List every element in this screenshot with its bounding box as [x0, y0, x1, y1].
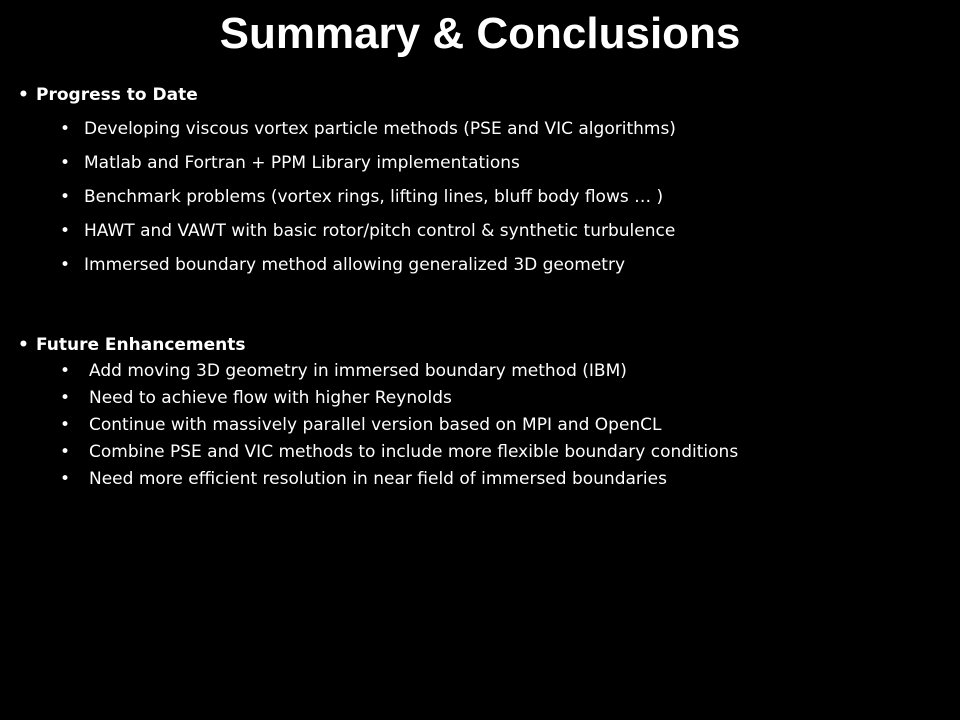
bullet-list [0, 117, 960, 277]
list-item-text: Developing viscous vortex particle methods (PSE and VIC algorithms) [84, 119, 676, 139]
bullet-icon: • [60, 153, 71, 173]
list-item-text: Combine PSE and VIC methods to include more flexible boundary conditions [89, 442, 739, 462]
list-item [0, 359, 960, 383]
list-item [0, 440, 960, 464]
list-item-text: Immersed boundary method allowing generalized 3D geometry [84, 255, 626, 275]
list-item-text: Need more efficient resolution in near field of immersed boundaries [89, 469, 667, 489]
bullet-icon: • [60, 221, 71, 241]
section-progress-to-date [0, 83, 960, 287]
slide-title: Summary & Conclusions [219, 9, 741, 58]
list-item [0, 386, 960, 410]
bullet-icon: • [60, 469, 71, 489]
list-item-text: Benchmark problems (vortex rings, lifting lines, bluff body flows … ) [84, 187, 664, 207]
bullet-icon: • [60, 255, 71, 275]
list-item-text: HAWT and VAWT with basic rotor/pitch control & synthetic turbulence [84, 221, 676, 241]
list-item-text: Need to achieve flow with higher Reynolds [89, 388, 452, 408]
bullet-icon: • [60, 361, 71, 381]
bullet-icon: • [60, 388, 71, 408]
bullet-icon: • [60, 119, 71, 139]
bullet-icon: • [60, 442, 71, 462]
list-item [0, 219, 960, 243]
bullet-icon: • [60, 187, 71, 207]
list-item [0, 413, 960, 437]
section-heading-text: Progress to Date [36, 85, 198, 105]
list-item [0, 253, 960, 277]
list-item-text: Add moving 3D geometry in immersed boundary method (IBM) [89, 361, 627, 381]
bullet-list [0, 359, 960, 491]
section-heading [0, 83, 960, 107]
bullet-icon: • [18, 85, 29, 105]
section-heading [0, 333, 960, 357]
list-item [0, 467, 960, 491]
list-item [0, 117, 960, 141]
section-heading-text: Future Enhancements [36, 335, 246, 355]
list-item-text: Continue with massively parallel version based on MPI and OpenCL [89, 415, 662, 435]
section-future-enhancements [0, 333, 960, 494]
bullet-icon: • [60, 415, 71, 435]
bullet-icon: • [18, 335, 29, 355]
list-item [0, 151, 960, 175]
list-item [0, 185, 960, 209]
list-item-text: Matlab and Fortran + PPM Library implementations [84, 153, 520, 173]
